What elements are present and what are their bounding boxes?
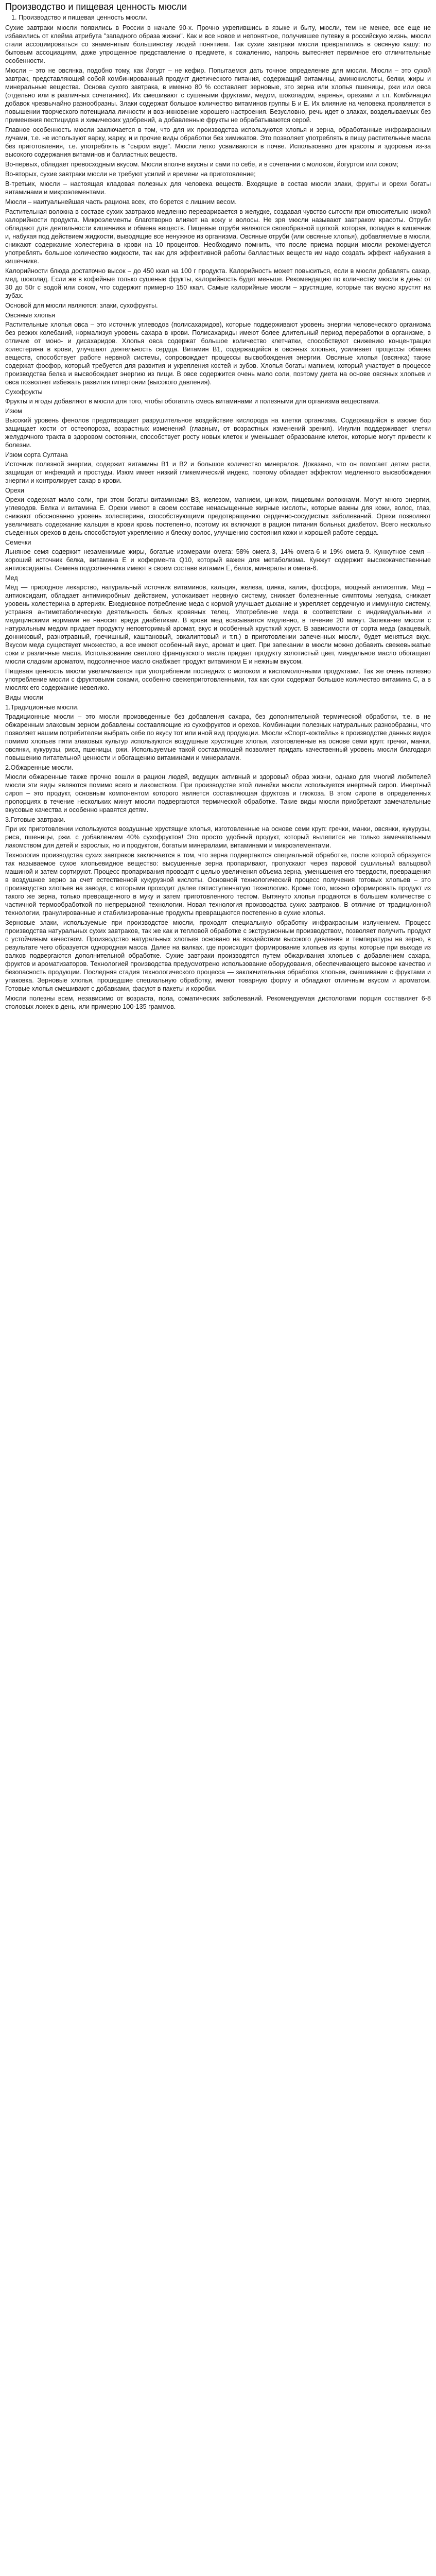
intro-block: [5, 24, 431, 310]
section-muesli-types: [5, 693, 431, 1011]
section-paragraph: Технология производства сухих завтраков заключается в том, что зерна подвергаются специальной обработке, после которой образуется так называемое сухое хлопьевидное вещество: высушенные зерна пропаривают, пропускают через паровой сушильный вальцовой машиной и затем сортируют. Процесс пропаривания проводят с целью увеличения объема зерна, уменьшения его твердости, превращения в воздушное зерно за счет естественной кукурузной кислоты. Основной технологический процесс получения готовых хлопьев – это производство хлопьев на заводе, с которыми проходит далее пятиступенчатую технологию. Кроме того, можно сформировать продукт из такого же зерна, только превращенного в муку и затем приготовленного тестом. Вытянуто хлопья продаются в большем количестве с частичной термообработкой по непрерывной технологии. Новая технология производства сухих завтраков. В отличие от традиционной технологии, гранулированные и стабилизированные продукты превращаются постепенно в сухие хлопья.: [5, 852, 431, 917]
intro-paragraph: Мюсли – это не овсянка, подобно тому, как йогурт – не кефир. Попытаемся дать точное определение для мюсли. Мюсли – это сухой завтрак, представляющий собой комбинированный продукт диетического питания, содержащий витамины, аминокислоты, белки, жиры и минеральные вещества. Основа сухого завтрака, в именно 80 % составляет зерновые, это зерна или хлопья пшеницы, ржи или овса (отдельно или в различных сочетаниях). Их смешивают с сушеными фруктами, медом, шоколадом, варенья, орехами и т.п. Комбинации добавок чрезвычайно разнообразны. Злаки содержат большое количество витаминов группы Б и Е. Их влияние на человека проявляется в повышении творческого потенциала личности и возникновение хорошего настроения. Безусловно, речь идет о злаках, возделываемых без применения пестицидов и химических удобрений, а добавленные фрукты не обрабатываются серой.: [5, 67, 431, 124]
section-heading: Изюм: [5, 408, 22, 415]
section-dried-fruits: [5, 388, 431, 405]
section-paragraph: При их приготовлении используются воздушные хрустящие хлопья, изготовленные на основе семи круп: гречки, манки, овсянки, кукурузы, риса, пшеницы, ржи. с добавлением 40% сухофруктов! Это просто удобный продукт, который вылепится не только замечательным лакомством для детей и взрослых, но и продуктом, богатым минералами, витаминами и микроэлементами.: [5, 825, 431, 849]
section-paragraph: Мёд — природное лекарство, натуральный источник витаминов, кальция, железа, цинка, калия, фосфора, мощный антисептик. Мёд – антиоксидант, обладает антимикробным действием, успокаивает нервную систему, снижает болезненные симптомы желудка, снижает уровень холестерина в артериях. Ежедневное потребление меда с кормой улучшает дыхание и укрепляет сердечную и иммунную систему, устраняя антиметаболическую деятельность белых кровяных телец. Употребление меда в соответствии с индивидуальными и медицинскими нормами не наносит вреда диабетикам. В крови мед всасывается медленно, в течение 20 минут. Запекание мюсли с натуральным медом придает продукту неповторимый аромат, вкус и особенный хрусткий хруст. В зависимости от сорта меда (акацевый, донниковый, разнотравный, гречишный, каштановый, эвкалиптовый и т.п.) в приготовлении запеченных мюсли, будет меняться вкус. Вкусом меда существует множество, а все имеют особенный вкус, аромат и цвет. При запекании в мюсли можно добавить свежевыжатые соки и различные масла. Использование светлого французского масла придает продукту золотистый цвет, миндальное масло обогащает мюсли сладким ароматом, подсолнечное масло снабжает продукт витамином Е и нежным вкусом.: [5, 584, 431, 665]
page-title: Производство и пищевая ценность мюсли: [5, 2, 187, 12]
section-heading: Виды мюсли: [5, 694, 44, 701]
section-paragraph: Мюсли обжаренные также прочно вошли в рацион людей, ведущих активный и здоровый образ жизни, однако для многий любителей мюсли эти виды являются помимо всего и лакомством. При производстве этой линейки мюсли используется инертный сироп. Инертный сироп – это продукт, основным компонентом которого является составляющая фруктоза и глюкоза. В этом сиропе в определенных пропорциях в течение нескольких минут мюсли подвергаются термической обработке. Такие виды мюсли приобретают замечательные вкусовые качества и особенно нравятся детям.: [5, 773, 431, 814]
subsection-heading: 2.Обжаренные мюсли.: [5, 764, 74, 771]
section-seeds: [5, 538, 431, 572]
section-honey: [5, 574, 431, 666]
toc-item-label: Производство и пищевая ценность мюсли.: [19, 14, 148, 21]
intro-paragraph: Сухие завтраки мюсли появились в России в начале 90-х. Прочно укрепившись в языке и быту, мюсли, тем не менее, все еще не избавились от клейма атрибута "западного образа жизни". Как и все новое и непонятное, получившее путевку в российскую жизнь, мюсли стали ассоциироваться со знаменитым большинству людей понятием. Так сухие завтраки мюсли превратились в овсяную кашу: по бытовым ассоциациям, даже упрощенное представление о предмете, к сожалению, напрочь вытесняет первичное его отличительные особенности.: [5, 24, 431, 64]
section-paragraph: Высокий уровень фенолов предотвращает разрушительное воздействие кислорода на клетки организма. Содержащийся в изюме бор защищает кости от остеопороза, возрастных изменений (главным, от возрастных изменений зрения). Инулин поддерживает клетки желудочного тракта в здоровом состоянии, способствует росту новых клеток и уменьшает образование клеток, которые могут привести к болезни.: [5, 417, 431, 449]
intro-paragraph: Основой для мюсли являются: злаки, сухофрукты.: [5, 302, 158, 309]
section-oat-flakes: [5, 311, 431, 386]
section-paragraph: Зерновые злаки, используемые при производстве мюсли, проходят специальную обработку инфракрасным излучением. Процесс производства натуральных сухих завтраков, так же как и тепловой обработке с экструзионным производством, позволяет получить продукт с устойчивым качеством. Производство натуральных хлопьев основано на воздействии высокого давления и температуры на зерно, в результате чего образуется однородная масса. Далее на валках, где происходит формирование хлопьев из крупы, которые при выходе из валков подвергаются дополнительной обработке. Сухие завтраки производятся путем обжаривания хлопьев с добавлением сахара, фруктов и ароматизаторов. Технологией производства предусмотрено использование оборудования, обеспечивающего высокое качество и безопасность продукции. Последняя стадия технологического процесса — заключительная обработка хлопьев, смешивание с фруктами и упаковка. Зерновые хлопья, прошедшие специальную обработку, имеют товарную форму и обладают отличным вкусом и ароматом. Готовые хлопья смешивают с добавками, фасуют в пакеты и коробки.: [5, 919, 431, 992]
section-heading: Семечки: [5, 539, 31, 546]
section-paragraph: Орехи содержат мало соли, при этом богаты витаминами В3, железом, магнием, цинком, пищевыми волокнами. Могут много энергии, углеводов. Белка и витамина Е. Орехи имеют в своем составе ненасыщенные жирные кислоты, которые важны для кожи, волос, глаз, снижают обоснованно уровень холестерина, способствующими предотвращению сердечно-сосудистых заболеваний. Орехи позволяют увеличивать содержание кальция в крови кровь постепенно, поэтому их включают в рацион питания больных диабетом. Всего несколько съеденных орехов в день способствуют укреплению и блеску волос, улучшению состояния кожи и хорошей работе сердца.: [5, 496, 431, 536]
intro-paragraph: Растительная волокна в составе сухих завтраков медленно переваривается в желудке, создавая чувство сытости при относительно низкой калорийности продукта. Микроэлементы благотворно влияют на кожу и волосы. Не зря мюсли называют завтраком красоты. Отруби обладают для деятельности кишечника и обмена веществ. Пищевые отруби являются своеобразной щеткой, которая, попадая в кишечник и, набухая под действием жидкости, выводящие все ненужное из организма. Овсяные отруби (или овсяные хлопья), добавляемые в мюсли, снижают содержание холестерина в крови на 10 процентов. Необходимо помнить, что после приема порции мюсли рекомендуется употреблять большое количество жидкости, так как для эффективной работы балластных веществ им надо создать эффект набухания в кишечнике.: [5, 208, 431, 265]
section-raisins: [5, 407, 431, 449]
section-paragraph: Мюсли полезны всем, независимо от возраста, пола, соматических заболеваний. Рекомендуемая дистологами порция составляет 6-8 столовых ложек в день, или примерно 100-135 граммов.: [5, 995, 431, 1010]
section-nuts: [5, 486, 431, 537]
section-paragraph: Фрукты и ягоды добавляют в мюсли для того, чтобы обогатить смесь витаминами и полезными для организма веществами.: [5, 398, 380, 405]
subsection-heading: 1.Традиционные мюсли.: [5, 704, 79, 711]
intro-paragraph: Мюсли – наитуальнейшая часть рациона всех, кто борется с лишним весом.: [5, 198, 237, 206]
section-heading: Сухофрукты: [5, 388, 43, 396]
subsection-heading: 3.Готовые завтраки.: [5, 816, 66, 823]
intro-paragraph: Во-первых, обладает превосходным вкусом. Мюсли вполне вкусны и сами по себе, и в сочетании с молоком, йогуртом или соком;: [5, 161, 399, 168]
document-page: [0, 0, 436, 1016]
intro-paragraph: Калорийности блюда достаточно высок – до 450 ккал на 100 г продукта. Калорийность может повыситься, если в мюсли добавлять сахар, мед, шоколад. Если же в кофейные только сушеные фрукты, калорийность будет меньше. Рекомендацию по количеству мюсли в день: от 30 до 50г с водой или соком, что содержит примерно 150 ккал. Самые калорийные мюсли – хрустящие, которые так вкусно хрустят на зубах.: [5, 267, 431, 299]
toc-item[interactable]: [19, 13, 431, 22]
section-heading: Мед: [5, 574, 18, 582]
section-paragraph: Пищевая ценность мюсли увеличивается при употреблении последних с молоком и кисломолочными продуктами. Так же очень полезно употребление мюсли с фруктовыми соками, особенно свежеприготовленными, так как сухи содержат большое количество витамина С, а в мюслях его содержание невелико.: [5, 668, 431, 691]
section-heading: Орехи: [5, 487, 24, 494]
section-heading: Изюм сорта Султана: [5, 451, 68, 459]
intro-paragraph: Во-вторых, сухие завтраки мюсли не требуют усилий и времени на приготовление;: [5, 171, 256, 178]
section-sultana-raisins: [5, 451, 431, 485]
section-paragraph: Традиционные мюсли – это мюсли произведенные без добавления сахара, без дополнительной термической обработки, т.е. в не обжаренным злаковым зерном добавлены составляющие из сухофруктов и орехов. Комбинации полезных натуральных разнообразны, что позволяет нашим потребителям выбрать себе по вкусу тот или иной вид продукции. Мюсли «Спорт-коктейль» в производстве данных видов помимо хлопьев пяти злаковых культур используются воздушные хрустящие хлопья, изготовленные на основе семи круп: гречки, манки, овсянки, кукурузы, риса, пшеницы, ржи. Используемые такой составляющей позволяет придать качественный уровень мюсли благодаря повышению питательной ценности и обогащению витаминами и минералами.: [5, 713, 431, 761]
section-nutrition-value: [5, 667, 431, 692]
table-of-contents: [5, 13, 431, 22]
section-paragraph: Источник полезной энергии, содержит витамины В1 и В2 и большое количество минералов. Доказано, что он помогает детям расти, защищая от инфекций и простуды. Изюм имеет низкий гликемический индекс, поэтому обладает эффектом медленного высвобождения энергии и контролирует сахар в крови.: [5, 461, 431, 484]
intro-paragraph: Главное особенность мюсли заключается в том, что для их производства используются хлопья и зерна, обработанные инфракрасным лучами, т.е. не используют варку, жарку, и и прочие виды обработки без химикатов. Это позволяет употреблять в пищу растительные масла без приготовления, т.е. употреблять в "сыром виде". Мюсли легко усваиваются в почве. Использовано для красоты и здоровья из-за высокого содержания витаминов и балластных веществ.: [5, 126, 431, 158]
intro-paragraph: В-третьих, мюсли – настоящая кладовая полезных для человека веществ. Входящие в состав мюсли злаки, фрукты и орехи богаты витаминами и микроэлементами.: [5, 180, 431, 196]
section-heading: Овсяные хлопья: [5, 312, 55, 319]
section-paragraph: Растительные хлопья овса – это источник углеводов (полисахаридов), которые поддерживают уровень энергии человеческого организма без резких колебаний, нормализуя уровень сахара в крови. Полисахариды имеют более длительный период переработки в организме, в отличие от моно- и дисахаридов. Хлопья овса содержат большое количество клетчатки, способствуют снижению концентрации холестерина в крови, улучшают деятельность сердца. Витамин В1, содержащийся в овсяных хлопьях, усиливает процессы обмена веществ, способствует работе нервной системы, сопровождает процессы высвобождения энергии. Овсяные хлопья (овсянка) также содержат фосфор, который требуется для развития и укрепления костей и зубов. Хлопья богаты магнием, который участвует в процессе производства белка и высвобождает энергию из пищи. В овсе содержится очень мало соли, поэтому диета на основе овсяных хлопьев и овса позволяет избежать развития гипертонии (высокого давления).: [5, 321, 431, 386]
section-paragraph: Льняное семя содержит незаменимые жиры, богатые изомерами омега: 58% омега-3, 14% омега-6 и 19% омега-9. Кунжутное семя – хороший источник белка, витамина Е и кофермента Q10, который важен для метаболизма. Кунжут содержит высококачественные антиоксиданты. Семена подсолнечника имеют в своем составе витамин Е, белок, минералы и омега-6.: [5, 548, 431, 572]
